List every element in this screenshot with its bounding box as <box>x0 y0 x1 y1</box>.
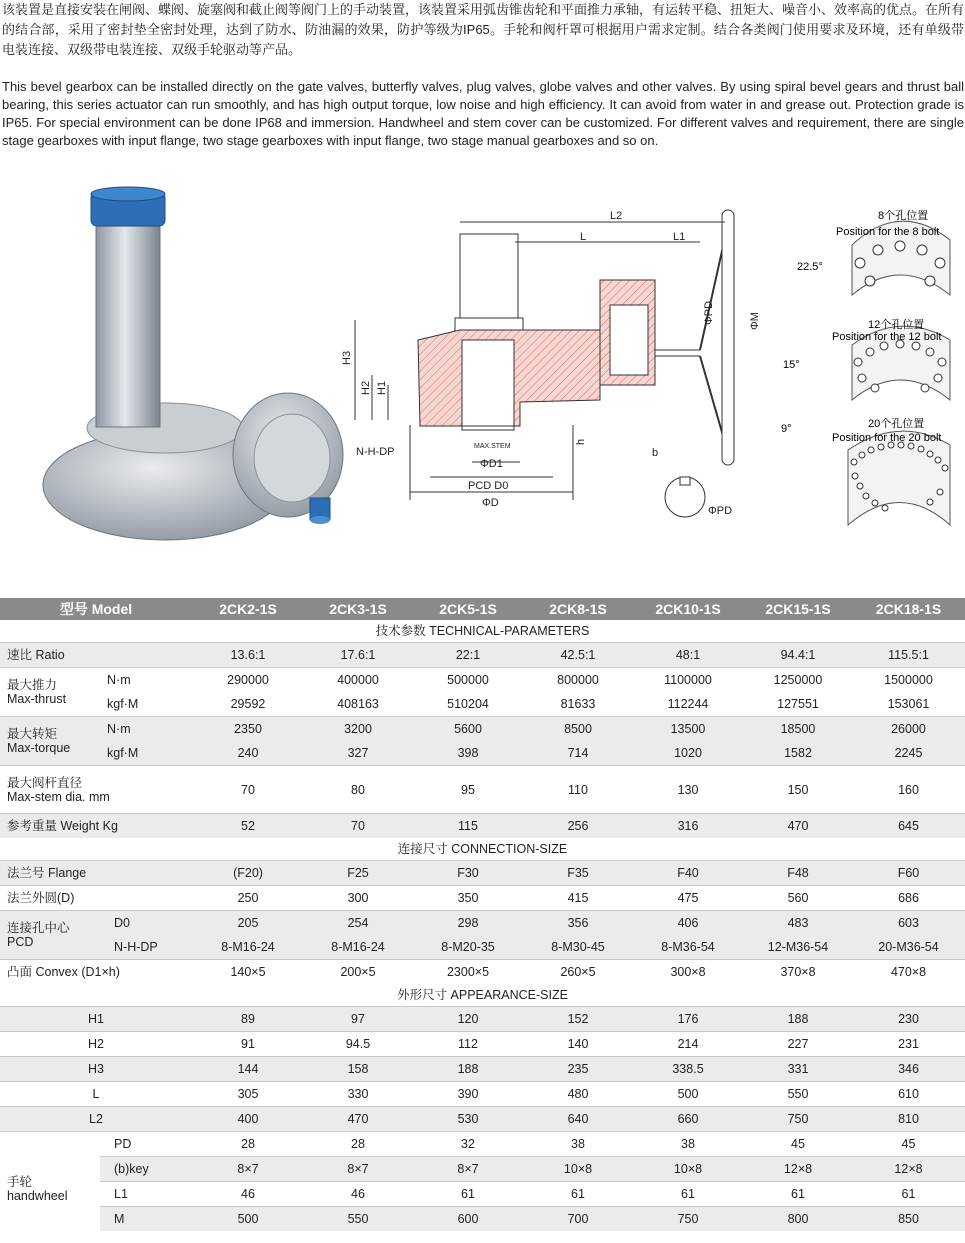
dim-h1: H1 <box>376 380 388 395</box>
flange-cell: (F20) <box>192 861 304 886</box>
flange-cell: F60 <box>852 861 965 886</box>
l-cell: 610 <box>852 1082 965 1107</box>
unit-nm: N·m <box>100 668 192 693</box>
ratio-label: 速比 Ratio <box>0 643 192 668</box>
h2-cell: 112 <box>412 1032 524 1057</box>
flange-d-cell: 686 <box>852 886 965 911</box>
torque-nm-cell: 18500 <box>744 717 852 742</box>
bolt-pattern-8 <box>797 208 950 295</box>
intro-english: This bevel gearbox can be installed directly on the gate valves, butterfly valves, plug valves, globe valves and other valves. By using spiral bevel gears and thrust ball bearing, this series actuator can run smoothly, and has high output torque, low noise and high efficiency. It can avoid from water in and grease out. Protection grade is IP65. For special environment can be done IP68 and immersion. Handwheel and stem cover can be customized. For different valves and requirement, there are single stage gearboxes with input flange, two stage gearboxes with input flange, two stage manual gearboxes and so on. <box>2 79 964 148</box>
table-row <box>0 861 965 886</box>
model-name: 2CK8-1S <box>524 598 632 620</box>
convex-label: 凸面 Convex (D1×h) <box>0 960 192 985</box>
bolt-20-cn: 20个孔位置 <box>868 418 925 430</box>
torque-en: Max-torque <box>7 741 71 755</box>
l-cell: 305 <box>192 1082 304 1107</box>
weight-cell: 470 <box>744 814 852 839</box>
l1-cell: 61 <box>744 1182 852 1207</box>
section-drawing <box>355 210 734 517</box>
thrust-kgf-cell: 153061 <box>852 692 965 717</box>
stem-cell: 80 <box>304 766 412 814</box>
l2-cell: 470 <box>304 1107 412 1132</box>
l1-cell: 61 <box>412 1182 524 1207</box>
section-title: 技术参数 TECHNICAL-PARAMETERS <box>0 620 965 643</box>
l1-cell: 61 <box>524 1182 632 1207</box>
dim-b: b <box>652 447 659 459</box>
ratio-cell: 42.5:1 <box>524 643 632 668</box>
l2-cell: 660 <box>632 1107 744 1132</box>
bolt-12-en: Position for the 12 bolt <box>832 331 942 343</box>
pd-cell: 45 <box>744 1132 852 1157</box>
table-row <box>0 668 965 693</box>
nhdp-cell: 8-M30-45 <box>524 935 632 960</box>
thrust-nm-cell: 400000 <box>304 668 412 693</box>
table-row <box>0 741 965 766</box>
convex-cell: 370×8 <box>744 960 852 985</box>
key-cell: 10×8 <box>632 1157 744 1182</box>
h3-cell: 235 <box>524 1057 632 1082</box>
d0-cell: 406 <box>632 911 744 936</box>
l2-cell: 750 <box>744 1107 852 1132</box>
weight-cell: 70 <box>304 814 412 839</box>
pcd-cn: 连接孔中心 <box>7 921 70 935</box>
dim-pd: ΦPD <box>703 300 715 325</box>
table-row <box>0 960 965 985</box>
stem-cn: 最大阀杆直径 <box>7 775 83 790</box>
convex-cell: 300×8 <box>632 960 744 985</box>
bolt-8-cn: 8个孔位置 <box>878 210 929 222</box>
torque-nm-cell: 8500 <box>524 717 632 742</box>
key-cell: 10×8 <box>524 1157 632 1182</box>
l1-label: L1 <box>100 1182 192 1207</box>
thrust-nm-cell: 290000 <box>192 668 304 693</box>
l1-cell: 61 <box>852 1182 965 1207</box>
d0-cell: 254 <box>304 911 412 936</box>
d0-cell: 603 <box>852 911 965 936</box>
l2-cell: 530 <box>412 1107 524 1132</box>
flange-cell: F40 <box>632 861 744 886</box>
table-row <box>0 1207 965 1232</box>
bolt-12-angle: 15° <box>783 359 800 371</box>
ratio-cell: 48:1 <box>632 643 744 668</box>
dim-l1: L1 <box>673 231 686 243</box>
flange-d-cell: 300 <box>304 886 412 911</box>
nhdp-label: N-H-DP <box>100 935 192 960</box>
torque-kgf-cell: 714 <box>524 741 632 766</box>
stem-cell: 130 <box>632 766 744 814</box>
m-label: M <box>100 1207 192 1232</box>
l1-cell: 46 <box>304 1182 412 1207</box>
flange-d-cell: 475 <box>632 886 744 911</box>
flange-d-cell: 415 <box>524 886 632 911</box>
ratio-cell: 13.6:1 <box>192 643 304 668</box>
dim-h2: H2 <box>360 380 372 395</box>
table-row <box>0 911 965 936</box>
bolt-20-en: Position for the 20 bolt <box>832 432 942 444</box>
torque-nm-cell: 13500 <box>632 717 744 742</box>
l-cell: 550 <box>744 1082 852 1107</box>
nhdp-cell: 8-M36-54 <box>632 935 744 960</box>
model-name: 2CK3-1S <box>304 598 412 620</box>
flange-d-cell: 350 <box>412 886 524 911</box>
key-label: (b)key <box>100 1157 192 1182</box>
d0-cell: 298 <box>412 911 524 936</box>
l-cell: 500 <box>632 1082 744 1107</box>
product-illustrations <box>0 180 965 590</box>
h2-label: H2 <box>0 1032 192 1057</box>
handwheel-label <box>0 1132 100 1232</box>
dim-d0: PCD D0 <box>468 480 509 492</box>
table-row <box>0 766 965 814</box>
weight-cell: 645 <box>852 814 965 839</box>
convex-cell: 140×5 <box>192 960 304 985</box>
table-row <box>0 1182 965 1207</box>
bolt-pattern-20 <box>781 416 950 525</box>
weight-cell: 115 <box>412 814 524 839</box>
dim-h3: H3 <box>341 350 353 365</box>
torque-nm-cell: 2350 <box>192 717 304 742</box>
flange-d-label: 法兰外圆(D) <box>0 886 192 911</box>
l-cell: 480 <box>524 1082 632 1107</box>
nhdp-cell: 20-M36-54 <box>852 935 965 960</box>
bolt-8-en: Position for the 8 bolt <box>836 226 940 238</box>
torque-nm-cell: 26000 <box>852 717 965 742</box>
thrust-kgf-cell: 408163 <box>304 692 412 717</box>
flange-cell: F48 <box>744 861 852 886</box>
dim-nhdp: N-H-DP <box>356 446 395 458</box>
h3-label: H3 <box>0 1057 192 1082</box>
thrust-cn: 最大推力 <box>7 678 58 692</box>
convex-cell: 260×5 <box>524 960 632 985</box>
table-row <box>0 1082 965 1107</box>
ratio-cell: 17.6:1 <box>304 643 412 668</box>
l1-cell: 46 <box>192 1182 304 1207</box>
table-row <box>0 643 965 668</box>
model-name: 2CK15-1S <box>744 598 852 620</box>
d0-label: D0 <box>100 911 192 936</box>
table-row <box>0 1007 965 1032</box>
nhdp-cell: 8-M16-24 <box>192 935 304 960</box>
model-name: 2CK10-1S <box>632 598 744 620</box>
section-appear <box>0 984 965 1007</box>
model-name: 2CK2-1S <box>192 598 304 620</box>
l2-label: L2 <box>0 1107 192 1132</box>
h2-cell: 94.5 <box>304 1032 412 1057</box>
key-cell: 12×8 <box>852 1157 965 1182</box>
stem-cell: 110 <box>524 766 632 814</box>
torque-nm-cell: 5600 <box>412 717 524 742</box>
thrust-kgf-cell: 510204 <box>412 692 524 717</box>
pcd-label <box>0 911 100 960</box>
model-label: 型号 Model <box>0 598 192 620</box>
unit-kgf: kgf·M <box>100 692 192 717</box>
weight-cell: 256 <box>524 814 632 839</box>
d0-cell: 356 <box>524 911 632 936</box>
dim-h: h <box>575 438 587 445</box>
table-row <box>0 1057 965 1082</box>
section-title: 外形尺寸 APPEARANCE-SIZE <box>0 984 965 1007</box>
pd-cell: 45 <box>852 1132 965 1157</box>
torque-cn: 最大转矩 <box>7 727 58 741</box>
h1-cell: 120 <box>412 1007 524 1032</box>
weight-cell: 316 <box>632 814 744 839</box>
h1-label: H1 <box>0 1007 192 1032</box>
table-row <box>0 1132 965 1157</box>
pcd-en: PCD <box>7 935 34 949</box>
table-row <box>0 1157 965 1182</box>
thrust-nm-cell: 800000 <box>524 668 632 693</box>
stem-label <box>0 766 192 814</box>
convex-cell: 2300×5 <box>412 960 524 985</box>
flange-cell: F25 <box>304 861 412 886</box>
h2-cell: 214 <box>632 1032 744 1057</box>
flange-d-cell: 250 <box>192 886 304 911</box>
h1-cell: 97 <box>304 1007 412 1032</box>
m-cell: 800 <box>744 1207 852 1232</box>
ratio-cell: 115.5:1 <box>852 643 965 668</box>
pd-cell: 28 <box>192 1132 304 1157</box>
thrust-kgf-cell: 81633 <box>524 692 632 717</box>
ratio-cell: 94.4:1 <box>744 643 852 668</box>
flange-cell: F30 <box>412 861 524 886</box>
table-row <box>0 1107 965 1132</box>
intro-chinese: 该装置是直接安装在闸阀、蝶阀、旋塞阀和截止阀等阀门上的手动装置，该装置采用弧齿锥齿轮和平面推力承轴，有运转平稳、扭矩大、噪音小、效率高的优点。在所有的结合部，采用了密封垫全密封处理，达到了防水、防油漏的效果，防护等级为IP65。手轮和阀杆罩可根据用户需求定制。结合各类阀门使用要求及环境，还有单级带电装连接、双级带电装连接、双级手轮驱动等产品。 <box>2 2 965 57</box>
table-row <box>0 692 965 717</box>
stem-cell: 95 <box>412 766 524 814</box>
nhdp-cell: 8-M16-24 <box>304 935 412 960</box>
bolt-8-angle: 22.5° <box>797 261 823 273</box>
section-title: 连接尺寸 CONNECTION-SIZE <box>0 838 965 861</box>
torque-kgf-cell: 1582 <box>744 741 852 766</box>
h3-cell: 144 <box>192 1057 304 1082</box>
section-conn <box>0 838 965 861</box>
table-header <box>0 598 965 620</box>
pd-label: PD <box>100 1132 192 1157</box>
convex-cell: 470×8 <box>852 960 965 985</box>
h2-cell: 227 <box>744 1032 852 1057</box>
l-cell: 390 <box>412 1082 524 1107</box>
pd-cell: 38 <box>524 1132 632 1157</box>
unit-kgf: kgf·M <box>100 741 192 766</box>
flange-d-cell: 560 <box>744 886 852 911</box>
table-row <box>0 886 965 911</box>
key-cell: 8×7 <box>304 1157 412 1182</box>
l1-cell: 61 <box>632 1182 744 1207</box>
weight-label: 参考重量 Weight Kg <box>0 814 192 839</box>
h1-cell: 152 <box>524 1007 632 1032</box>
weight-cell: 52 <box>192 814 304 839</box>
flange-cell: F35 <box>524 861 632 886</box>
bolt-20-angle: 9° <box>781 423 792 435</box>
torque-kgf-cell: 398 <box>412 741 524 766</box>
torque-label <box>0 717 100 766</box>
nhdp-cell: 12-M36-54 <box>744 935 852 960</box>
bolt-12-cn: 12个孔位置 <box>868 319 925 331</box>
d0-cell: 205 <box>192 911 304 936</box>
thrust-en: Max-thrust <box>7 692 67 706</box>
torque-kgf-cell: 2245 <box>852 741 965 766</box>
h1-cell: 89 <box>192 1007 304 1032</box>
thrust-kgf-cell: 29592 <box>192 692 304 717</box>
ratio-cell: 22:1 <box>412 643 524 668</box>
torque-kgf-cell: 327 <box>304 741 412 766</box>
dim-d1: ΦD1 <box>480 458 503 470</box>
thrust-label <box>0 668 100 717</box>
dim-pd-key: ΦPD <box>708 505 733 517</box>
stem-cell: 150 <box>744 766 852 814</box>
l2-cell: 810 <box>852 1107 965 1132</box>
model-name: 2CK5-1S <box>412 598 524 620</box>
l-label: L <box>0 1082 192 1107</box>
dim-l: L <box>580 231 587 243</box>
table-row <box>0 814 965 839</box>
stem-en: Max-stem dia. mm <box>7 789 110 804</box>
h1-cell: 188 <box>744 1007 852 1032</box>
h1-cell: 176 <box>632 1007 744 1032</box>
table-row <box>0 1032 965 1057</box>
l2-cell: 640 <box>524 1107 632 1132</box>
convex-cell: 200×5 <box>304 960 412 985</box>
torque-nm-cell: 3200 <box>304 717 412 742</box>
thrust-nm-cell: 500000 <box>412 668 524 693</box>
d0-cell: 483 <box>744 911 852 936</box>
m-cell: 550 <box>304 1207 412 1232</box>
thrust-nm-cell: 1500000 <box>852 668 965 693</box>
handwheel-en: handwheel <box>7 1189 68 1203</box>
model-name: 2CK18-1S <box>852 598 965 620</box>
m-cell: 850 <box>852 1207 965 1232</box>
thrust-kgf-cell: 112244 <box>632 692 744 717</box>
m-cell: 500 <box>192 1207 304 1232</box>
gearbox-photo <box>43 187 343 540</box>
l-cell: 330 <box>304 1082 412 1107</box>
pd-cell: 28 <box>304 1132 412 1157</box>
dim-l2: L2 <box>610 210 623 222</box>
pd-cell: 38 <box>632 1132 744 1157</box>
bolt-pattern-12 <box>783 317 950 400</box>
dim-d: ΦD <box>482 497 499 509</box>
spec-table <box>0 598 965 1231</box>
h3-cell: 338.5 <box>632 1057 744 1082</box>
key-cell: 8×7 <box>412 1157 524 1182</box>
h2-cell: 140 <box>524 1032 632 1057</box>
table-row <box>0 935 965 960</box>
thrust-nm-cell: 1250000 <box>744 668 852 693</box>
h2-cell: 91 <box>192 1032 304 1057</box>
torque-kgf-cell: 1020 <box>632 741 744 766</box>
m-cell: 750 <box>632 1207 744 1232</box>
pd-cell: 32 <box>412 1132 524 1157</box>
thrust-nm-cell: 1100000 <box>632 668 744 693</box>
h3-cell: 158 <box>304 1057 412 1082</box>
key-cell: 8×7 <box>192 1157 304 1182</box>
h3-cell: 346 <box>852 1057 965 1082</box>
stem-cell: 70 <box>192 766 304 814</box>
m-cell: 600 <box>412 1207 524 1232</box>
h2-cell: 231 <box>852 1032 965 1057</box>
h1-cell: 230 <box>852 1007 965 1032</box>
flange-label: 法兰号 Flange <box>0 861 192 886</box>
key-cell: 12×8 <box>744 1157 852 1182</box>
nhdp-cell: 8-M20-35 <box>412 935 524 960</box>
h3-cell: 331 <box>744 1057 852 1082</box>
stem-cell: 160 <box>852 766 965 814</box>
unit-nm: N·m <box>100 717 192 742</box>
l2-cell: 400 <box>192 1107 304 1132</box>
m-cell: 700 <box>524 1207 632 1232</box>
torque-kgf-cell: 240 <box>192 741 304 766</box>
dim-m: ΦM <box>749 312 761 330</box>
dim-max-stem: MAX.STEM <box>474 443 511 450</box>
table-row <box>0 717 965 742</box>
h3-cell: 188 <box>412 1057 524 1082</box>
section-tech <box>0 620 965 643</box>
thrust-kgf-cell: 127551 <box>744 692 852 717</box>
handwheel-cn: 手轮 <box>7 1175 33 1189</box>
